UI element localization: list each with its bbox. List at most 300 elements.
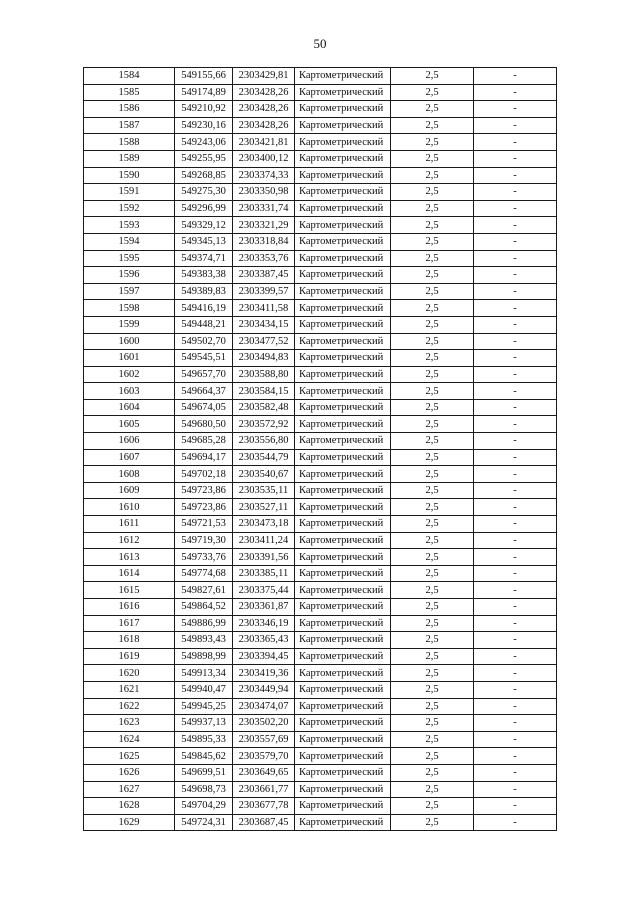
method-cell: Картометрический — [295, 549, 391, 566]
table-row — [84, 549, 557, 566]
note-cell: - — [474, 416, 557, 433]
table-row — [84, 68, 557, 85]
y-coordinate-cell: 2303421,81 — [233, 134, 295, 151]
x-coordinate-cell: 549545,51 — [175, 350, 233, 367]
accuracy-cell: 2,5 — [391, 383, 474, 400]
x-coordinate-cell: 549374,71 — [175, 250, 233, 267]
y-coordinate-cell: 2303502,20 — [233, 715, 295, 732]
method-cell: Картометрический — [295, 499, 391, 516]
coordinates-table-body — [84, 68, 557, 831]
method-cell: Картометрический — [295, 167, 391, 184]
point-number-cell: 1613 — [84, 549, 175, 566]
y-coordinate-cell: 2303400,12 — [233, 150, 295, 167]
accuracy-cell: 2,5 — [391, 233, 474, 250]
x-coordinate-cell: 549230,16 — [175, 117, 233, 134]
y-coordinate-cell: 2303494,83 — [233, 350, 295, 367]
x-coordinate-cell: 549937,13 — [175, 715, 233, 732]
x-coordinate-cell: 549704,29 — [175, 798, 233, 815]
method-cell: Картометрический — [295, 482, 391, 499]
note-cell: - — [474, 565, 557, 582]
accuracy-cell: 2,5 — [391, 632, 474, 649]
table-row — [84, 333, 557, 350]
method-cell: Картометрический — [295, 781, 391, 798]
table-row — [84, 482, 557, 499]
point-number-cell: 1593 — [84, 217, 175, 234]
table-row — [84, 532, 557, 549]
method-cell: Картометрический — [295, 200, 391, 217]
method-cell: Картометрический — [295, 681, 391, 698]
x-coordinate-cell: 549502,70 — [175, 333, 233, 350]
point-number-cell: 1624 — [84, 731, 175, 748]
x-coordinate-cell: 549389,83 — [175, 283, 233, 300]
table-row — [84, 449, 557, 466]
point-number-cell: 1601 — [84, 350, 175, 367]
x-coordinate-cell: 549864,52 — [175, 599, 233, 616]
table-row — [84, 399, 557, 416]
point-number-cell: 1596 — [84, 267, 175, 284]
table-row — [84, 798, 557, 815]
table-row — [84, 781, 557, 798]
x-coordinate-cell: 549383,38 — [175, 267, 233, 284]
x-coordinate-cell: 549898,99 — [175, 648, 233, 665]
method-cell: Картометрический — [295, 283, 391, 300]
point-number-cell: 1623 — [84, 715, 175, 732]
accuracy-cell: 2,5 — [391, 333, 474, 350]
x-coordinate-cell: 549723,86 — [175, 499, 233, 516]
point-number-cell: 1603 — [84, 383, 175, 400]
note-cell: - — [474, 466, 557, 483]
method-cell: Картометрический — [295, 532, 391, 549]
method-cell: Картометрический — [295, 764, 391, 781]
y-coordinate-cell: 2303387,45 — [233, 267, 295, 284]
method-cell: Картометрический — [295, 300, 391, 317]
note-cell: - — [474, 532, 557, 549]
method-cell: Картометрический — [295, 250, 391, 267]
note-cell: - — [474, 599, 557, 616]
point-number-cell: 1608 — [84, 466, 175, 483]
accuracy-cell: 2,5 — [391, 814, 474, 831]
x-coordinate-cell: 549893,43 — [175, 632, 233, 649]
table-row — [84, 267, 557, 284]
accuracy-cell: 2,5 — [391, 698, 474, 715]
point-number-cell: 1610 — [84, 499, 175, 516]
y-coordinate-cell: 2303572,92 — [233, 416, 295, 433]
accuracy-cell: 2,5 — [391, 549, 474, 566]
x-coordinate-cell: 549155,66 — [175, 68, 233, 85]
method-cell: Картометрический — [295, 68, 391, 85]
accuracy-cell: 2,5 — [391, 466, 474, 483]
y-coordinate-cell: 2303399,57 — [233, 283, 295, 300]
method-cell: Картометрический — [295, 632, 391, 649]
x-coordinate-cell: 549845,62 — [175, 748, 233, 765]
point-number-cell: 1626 — [84, 764, 175, 781]
point-number-cell: 1592 — [84, 200, 175, 217]
note-cell: - — [474, 433, 557, 450]
y-coordinate-cell: 2303346,19 — [233, 615, 295, 632]
note-cell: - — [474, 814, 557, 831]
y-coordinate-cell: 2303321,29 — [233, 217, 295, 234]
accuracy-cell: 2,5 — [391, 250, 474, 267]
note-cell: - — [474, 764, 557, 781]
table-row — [84, 300, 557, 317]
y-coordinate-cell: 2303391,56 — [233, 549, 295, 566]
method-cell: Картометрический — [295, 615, 391, 632]
table-row — [84, 715, 557, 732]
accuracy-cell: 2,5 — [391, 316, 474, 333]
table-row — [84, 184, 557, 201]
method-cell: Картометрический — [295, 433, 391, 450]
point-number-cell: 1620 — [84, 665, 175, 682]
table-row — [84, 233, 557, 250]
x-coordinate-cell: 549827,61 — [175, 582, 233, 599]
y-coordinate-cell: 2303588,80 — [233, 366, 295, 383]
table-row — [84, 599, 557, 616]
accuracy-cell: 2,5 — [391, 200, 474, 217]
x-coordinate-cell: 549680,50 — [175, 416, 233, 433]
note-cell: - — [474, 316, 557, 333]
point-number-cell: 1604 — [84, 399, 175, 416]
y-coordinate-cell: 2303582,48 — [233, 399, 295, 416]
point-number-cell: 1621 — [84, 681, 175, 698]
table-row — [84, 200, 557, 217]
note-cell: - — [474, 632, 557, 649]
x-coordinate-cell: 549210,92 — [175, 101, 233, 118]
note-cell: - — [474, 333, 557, 350]
table-row — [84, 383, 557, 400]
y-coordinate-cell: 2303687,45 — [233, 814, 295, 831]
method-cell: Картометрический — [295, 150, 391, 167]
note-cell: - — [474, 715, 557, 732]
point-number-cell: 1617 — [84, 615, 175, 632]
accuracy-cell: 2,5 — [391, 731, 474, 748]
table-row — [84, 764, 557, 781]
accuracy-cell: 2,5 — [391, 665, 474, 682]
y-coordinate-cell: 2303557,69 — [233, 731, 295, 748]
note-cell: - — [474, 366, 557, 383]
table-row — [84, 748, 557, 765]
table-row — [84, 632, 557, 649]
note-cell: - — [474, 117, 557, 134]
x-coordinate-cell: 549694,17 — [175, 449, 233, 466]
table-row — [84, 516, 557, 533]
method-cell: Картометрический — [295, 366, 391, 383]
accuracy-cell: 2,5 — [391, 167, 474, 184]
y-coordinate-cell: 2303411,24 — [233, 532, 295, 549]
x-coordinate-cell: 549913,34 — [175, 665, 233, 682]
y-coordinate-cell: 2303677,78 — [233, 798, 295, 815]
accuracy-cell: 2,5 — [391, 84, 474, 101]
accuracy-cell: 2,5 — [391, 399, 474, 416]
note-cell: - — [474, 615, 557, 632]
accuracy-cell: 2,5 — [391, 532, 474, 549]
y-coordinate-cell: 2303527,11 — [233, 499, 295, 516]
method-cell: Картометрический — [295, 333, 391, 350]
x-coordinate-cell: 549702,18 — [175, 466, 233, 483]
table-row — [84, 582, 557, 599]
y-coordinate-cell: 2303429,81 — [233, 68, 295, 85]
x-coordinate-cell: 549174,89 — [175, 84, 233, 101]
method-cell: Картометрический — [295, 84, 391, 101]
table-row — [84, 217, 557, 234]
x-coordinate-cell: 549296,99 — [175, 200, 233, 217]
point-number-cell: 1609 — [84, 482, 175, 499]
method-cell: Картометрический — [295, 516, 391, 533]
note-cell: - — [474, 300, 557, 317]
y-coordinate-cell: 2303434,15 — [233, 316, 295, 333]
y-coordinate-cell: 2303477,52 — [233, 333, 295, 350]
y-coordinate-cell: 2303318,84 — [233, 233, 295, 250]
point-number-cell: 1594 — [84, 233, 175, 250]
note-cell: - — [474, 449, 557, 466]
note-cell: - — [474, 217, 557, 234]
table-row — [84, 698, 557, 715]
accuracy-cell: 2,5 — [391, 516, 474, 533]
y-coordinate-cell: 2303385,11 — [233, 565, 295, 582]
x-coordinate-cell: 549940,47 — [175, 681, 233, 698]
method-cell: Картометрический — [295, 748, 391, 765]
y-coordinate-cell: 2303556,80 — [233, 433, 295, 450]
accuracy-cell: 2,5 — [391, 781, 474, 798]
method-cell: Картометрический — [295, 599, 391, 616]
y-coordinate-cell: 2303474,07 — [233, 698, 295, 715]
accuracy-cell: 2,5 — [391, 648, 474, 665]
note-cell: - — [474, 798, 557, 815]
x-coordinate-cell: 549345,13 — [175, 233, 233, 250]
x-coordinate-cell: 549719,30 — [175, 532, 233, 549]
point-number-cell: 1586 — [84, 101, 175, 118]
x-coordinate-cell: 549329,12 — [175, 217, 233, 234]
method-cell: Картометрический — [295, 383, 391, 400]
x-coordinate-cell: 549275,30 — [175, 184, 233, 201]
accuracy-cell: 2,5 — [391, 565, 474, 582]
point-number-cell: 1587 — [84, 117, 175, 134]
table-row — [84, 499, 557, 516]
y-coordinate-cell: 2303411,58 — [233, 300, 295, 317]
x-coordinate-cell: 549664,37 — [175, 383, 233, 400]
point-number-cell: 1598 — [84, 300, 175, 317]
note-cell: - — [474, 84, 557, 101]
coordinates-table — [83, 67, 557, 831]
point-number-cell: 1629 — [84, 814, 175, 831]
table-row — [84, 84, 557, 101]
accuracy-cell: 2,5 — [391, 150, 474, 167]
table-row — [84, 167, 557, 184]
y-coordinate-cell: 2303473,18 — [233, 516, 295, 533]
y-coordinate-cell: 2303584,15 — [233, 383, 295, 400]
method-cell: Картометрический — [295, 117, 391, 134]
point-number-cell: 1606 — [84, 433, 175, 450]
point-number-cell: 1622 — [84, 698, 175, 715]
point-number-cell: 1584 — [84, 68, 175, 85]
point-number-cell: 1625 — [84, 748, 175, 765]
method-cell: Картометрический — [295, 665, 391, 682]
note-cell: - — [474, 101, 557, 118]
method-cell: Картометрический — [295, 233, 391, 250]
table-row — [84, 366, 557, 383]
point-number-cell: 1616 — [84, 599, 175, 616]
note-cell: - — [474, 648, 557, 665]
page-number: 50 — [313, 36, 327, 51]
accuracy-cell: 2,5 — [391, 283, 474, 300]
accuracy-cell: 2,5 — [391, 798, 474, 815]
table-row — [84, 565, 557, 582]
accuracy-cell: 2,5 — [391, 134, 474, 151]
y-coordinate-cell: 2303428,26 — [233, 117, 295, 134]
y-coordinate-cell: 2303365,43 — [233, 632, 295, 649]
accuracy-cell: 2,5 — [391, 615, 474, 632]
x-coordinate-cell: 549416,19 — [175, 300, 233, 317]
accuracy-cell: 2,5 — [391, 101, 474, 118]
point-number-cell: 1591 — [84, 184, 175, 201]
accuracy-cell: 2,5 — [391, 300, 474, 317]
note-cell: - — [474, 167, 557, 184]
point-number-cell: 1590 — [84, 167, 175, 184]
accuracy-cell: 2,5 — [391, 117, 474, 134]
table-row — [84, 433, 557, 450]
note-cell: - — [474, 499, 557, 516]
y-coordinate-cell: 2303419,36 — [233, 665, 295, 682]
table-row — [84, 416, 557, 433]
y-coordinate-cell: 2303428,26 — [233, 101, 295, 118]
accuracy-cell: 2,5 — [391, 715, 474, 732]
note-cell: - — [474, 731, 557, 748]
point-number-cell: 1618 — [84, 632, 175, 649]
point-number-cell: 1614 — [84, 565, 175, 582]
table-row — [84, 250, 557, 267]
accuracy-cell: 2,5 — [391, 499, 474, 516]
y-coordinate-cell: 2303661,77 — [233, 781, 295, 798]
method-cell: Картометрический — [295, 798, 391, 815]
y-coordinate-cell: 2303449,94 — [233, 681, 295, 698]
point-number-cell: 1607 — [84, 449, 175, 466]
y-coordinate-cell: 2303540,67 — [233, 466, 295, 483]
note-cell: - — [474, 134, 557, 151]
method-cell: Картометрический — [295, 316, 391, 333]
accuracy-cell: 2,5 — [391, 433, 474, 450]
point-number-cell: 1599 — [84, 316, 175, 333]
point-number-cell: 1585 — [84, 84, 175, 101]
x-coordinate-cell: 549774,68 — [175, 565, 233, 582]
method-cell: Картометрический — [295, 565, 391, 582]
y-coordinate-cell: 2303579,70 — [233, 748, 295, 765]
method-cell: Картометрический — [295, 134, 391, 151]
note-cell: - — [474, 350, 557, 367]
y-coordinate-cell: 2303350,98 — [233, 184, 295, 201]
method-cell: Картометрический — [295, 648, 391, 665]
accuracy-cell: 2,5 — [391, 350, 474, 367]
table-row — [84, 731, 557, 748]
note-cell: - — [474, 582, 557, 599]
table-row — [84, 316, 557, 333]
point-number-cell: 1612 — [84, 532, 175, 549]
method-cell: Картометрический — [295, 399, 391, 416]
x-coordinate-cell: 549724,31 — [175, 814, 233, 831]
point-number-cell: 1628 — [84, 798, 175, 815]
y-coordinate-cell: 2303428,26 — [233, 84, 295, 101]
point-number-cell: 1619 — [84, 648, 175, 665]
accuracy-cell: 2,5 — [391, 217, 474, 234]
table-row — [84, 466, 557, 483]
table-row — [84, 117, 557, 134]
point-number-cell: 1589 — [84, 150, 175, 167]
accuracy-cell: 2,5 — [391, 68, 474, 85]
accuracy-cell: 2,5 — [391, 681, 474, 698]
point-number-cell: 1595 — [84, 250, 175, 267]
method-cell: Картометрический — [295, 449, 391, 466]
table-row — [84, 283, 557, 300]
accuracy-cell: 2,5 — [391, 267, 474, 284]
y-coordinate-cell: 2303353,76 — [233, 250, 295, 267]
note-cell: - — [474, 516, 557, 533]
note-cell: - — [474, 781, 557, 798]
x-coordinate-cell: 549699,51 — [175, 764, 233, 781]
x-coordinate-cell: 549674,05 — [175, 399, 233, 416]
note-cell: - — [474, 698, 557, 715]
note-cell: - — [474, 482, 557, 499]
note-cell: - — [474, 233, 557, 250]
x-coordinate-cell: 549723,86 — [175, 482, 233, 499]
method-cell: Картометрический — [295, 184, 391, 201]
method-cell: Картометрический — [295, 350, 391, 367]
method-cell: Картометрический — [295, 101, 391, 118]
accuracy-cell: 2,5 — [391, 482, 474, 499]
x-coordinate-cell: 549448,21 — [175, 316, 233, 333]
x-coordinate-cell: 549255,95 — [175, 150, 233, 167]
note-cell: - — [474, 681, 557, 698]
accuracy-cell: 2,5 — [391, 748, 474, 765]
y-coordinate-cell: 2303331,74 — [233, 200, 295, 217]
x-coordinate-cell: 549243,06 — [175, 134, 233, 151]
point-number-cell: 1611 — [84, 516, 175, 533]
note-cell: - — [474, 150, 557, 167]
x-coordinate-cell: 549698,73 — [175, 781, 233, 798]
note-cell: - — [474, 250, 557, 267]
method-cell: Картометрический — [295, 217, 391, 234]
x-coordinate-cell: 549895,33 — [175, 731, 233, 748]
y-coordinate-cell: 2303374,33 — [233, 167, 295, 184]
method-cell: Картометрический — [295, 814, 391, 831]
point-number-cell: 1588 — [84, 134, 175, 151]
x-coordinate-cell: 549685,28 — [175, 433, 233, 450]
accuracy-cell: 2,5 — [391, 416, 474, 433]
table-row — [84, 615, 557, 632]
note-cell: - — [474, 184, 557, 201]
point-number-cell: 1597 — [84, 283, 175, 300]
x-coordinate-cell: 549721,53 — [175, 516, 233, 533]
table-row — [84, 101, 557, 118]
note-cell: - — [474, 399, 557, 416]
point-number-cell: 1600 — [84, 333, 175, 350]
point-number-cell: 1627 — [84, 781, 175, 798]
table-row — [84, 681, 557, 698]
table-row — [84, 665, 557, 682]
point-number-cell: 1602 — [84, 366, 175, 383]
method-cell: Картометрический — [295, 582, 391, 599]
y-coordinate-cell: 2303649,65 — [233, 764, 295, 781]
table-row — [84, 814, 557, 831]
table-row — [84, 150, 557, 167]
method-cell: Картометрический — [295, 416, 391, 433]
table-row — [84, 648, 557, 665]
y-coordinate-cell: 2303394,45 — [233, 648, 295, 665]
method-cell: Картометрический — [295, 731, 391, 748]
method-cell: Картометрический — [295, 466, 391, 483]
accuracy-cell: 2,5 — [391, 184, 474, 201]
accuracy-cell: 2,5 — [391, 764, 474, 781]
note-cell: - — [474, 665, 557, 682]
point-number-cell: 1605 — [84, 416, 175, 433]
y-coordinate-cell: 2303375,44 — [233, 582, 295, 599]
